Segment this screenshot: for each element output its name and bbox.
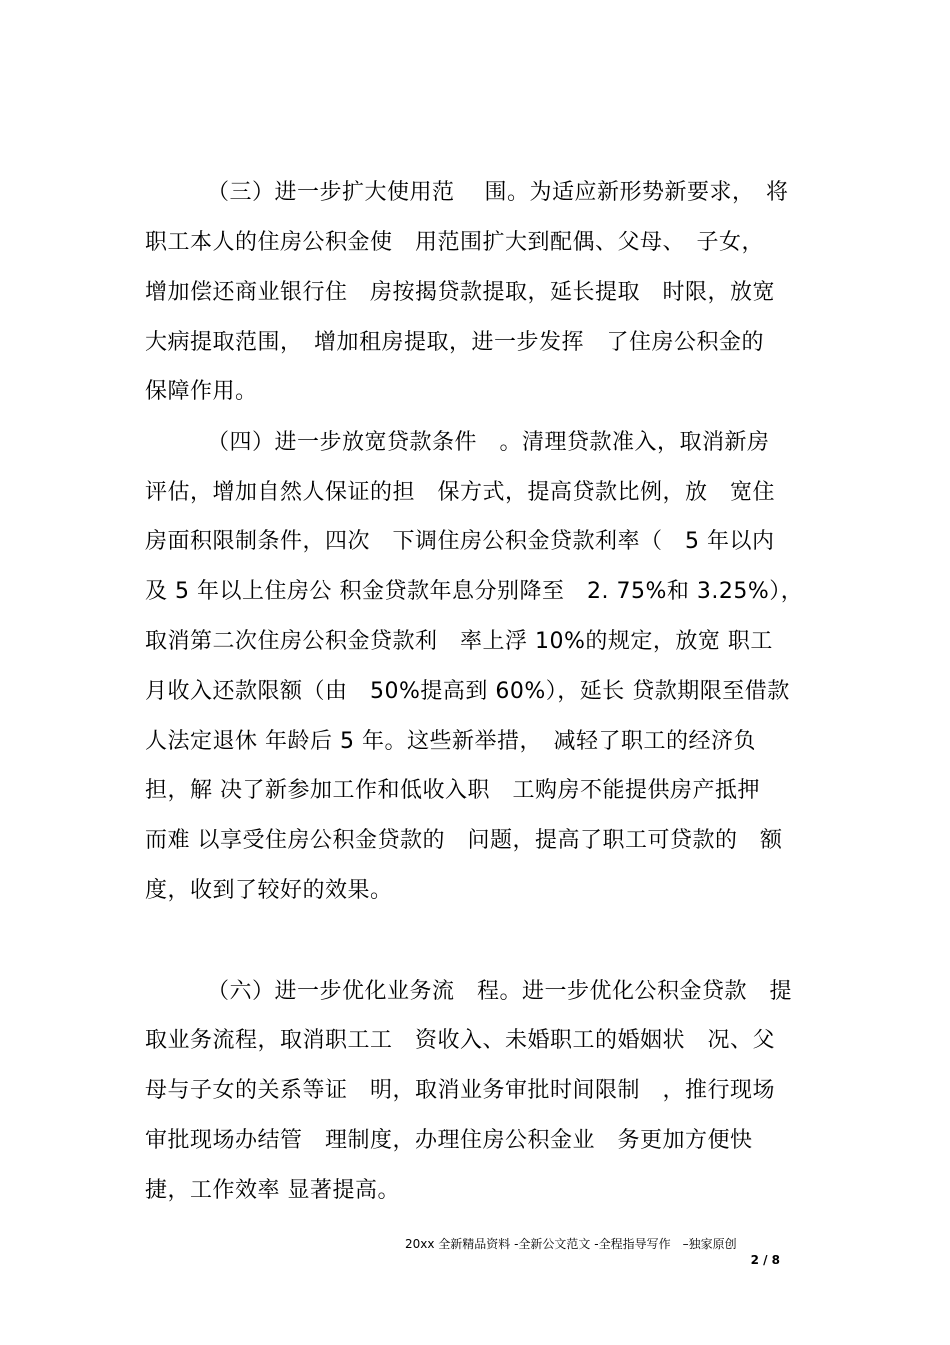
paragraph-6-line-2: 取业务流程，取消职工工 资收入、未婚职工的婚姻状 况、父 (145, 1028, 776, 1053)
paragraph-3-line-4: 大病提取范围， 增加租房提取，进一步发挥 了住房公积金的 (145, 330, 765, 355)
paragraph-6-line-5: 捷，工作效率 显著提高。 (145, 1178, 400, 1203)
paragraph-4-line-2: 评估，增加自然人保证的担 保方式，提高贷款比例，放 宽住 (145, 480, 776, 505)
paragraph-4-line-3: 房面积限制条件，四次 下调住房公积金贷款利率（ 5 年以内 (145, 529, 775, 554)
paragraph-4-line-5: 取消第二次住房公积金贷款利 率上浮 10%的规定，放宽 职工 (145, 629, 773, 654)
paragraph-4-line-4: 及 5 年以上住房公 积金贷款年息分别降至 2. 75%和 3.25%）， (145, 579, 804, 604)
paragraph-6-line-4: 审批现场办结管 理制度，办理住房公积金业 务更加方便快 (145, 1128, 753, 1153)
paragraph-3-line-3: 增加偿还商业银行住 房按揭贷款提取，延长提取 时限，放宽 (145, 280, 776, 305)
paragraph-4-line-6: 月收入还款限额（由 50%提高到 60%），延长 贷款期限至借款 (145, 679, 790, 704)
page-number: 2 / 8 (750, 1253, 780, 1267)
paragraph-4-line-8: 担，解 决了新参加工作和低收入职 工购房不能提供房产抵押 (145, 778, 760, 803)
paragraph-6-line-3: 母与子女的关系等证 明，取消业务审批时间限制 ，推行现场 (145, 1078, 776, 1103)
paragraph-3-line-1: （三）进一步扩大使用范 围。为适应新形势新要求， 将 (207, 180, 789, 205)
paragraph-4-line-7: 人法定退休 年龄后 5 年。这些新举措， 减轻了职工的经济负 (145, 729, 756, 754)
paragraph-6-line-1: （六）进一步优化业务流 程。进一步优化公积金贷款 提 (207, 979, 793, 1004)
footer-text: 20xx 全新精品资料 -全新公文范文 -全程指导写作 –独家原创 (405, 1237, 737, 1251)
paragraph-4-line-9: 而难 以享受住房公积金贷款的 问题，提高了职工可贷款的 额 (145, 828, 783, 853)
paragraph-4-line-1: （四）进一步放宽贷款条件 。清理贷款准入，取消新房 (207, 430, 770, 455)
paragraph-3-line-5: 保障作用。 (145, 379, 258, 404)
paragraph-3-line-2: 职工本人的住房公积金使 用范围扩大到配偶、父母、 子女， (145, 230, 765, 255)
paragraph-4-line-10: 度，收到了较好的效果。 (145, 878, 393, 903)
